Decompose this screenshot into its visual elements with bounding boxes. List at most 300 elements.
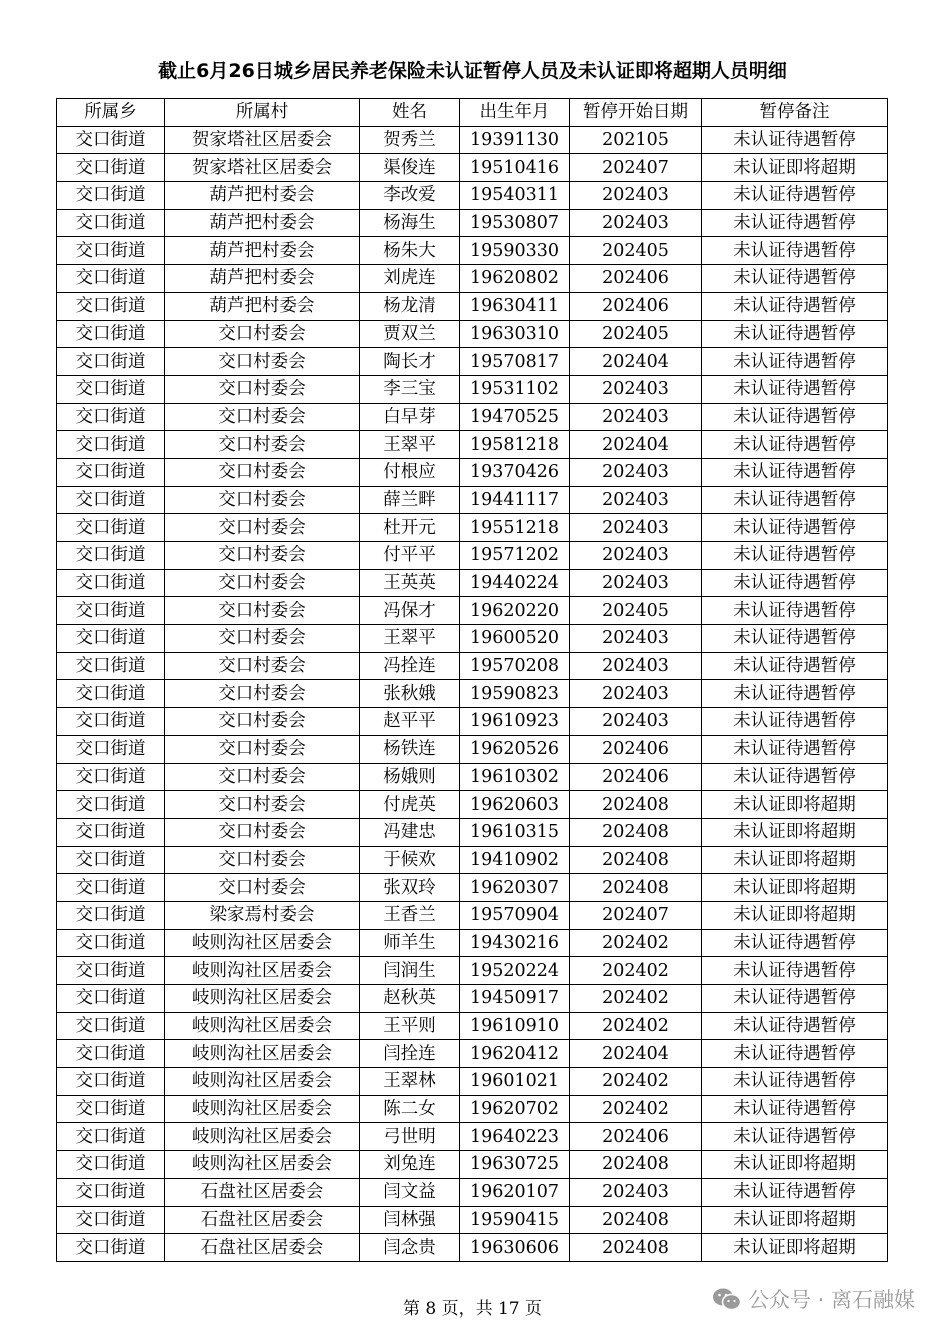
- cell-suspend-start: 202402: [570, 929, 702, 957]
- cell-birth-date: 19530807: [460, 209, 570, 237]
- cell-name: 杨娥则: [360, 763, 460, 791]
- cell-suspend-note: 未认证即将超期: [702, 1206, 888, 1234]
- cell-birth-date: 19601021: [460, 1068, 570, 1096]
- cell-birth-date: 19551218: [460, 514, 570, 542]
- cell-suspend-note: 未认证待遇暂停: [702, 182, 888, 210]
- cell-birth-date: 19590823: [460, 680, 570, 708]
- cell-suspend-note: 未认证待遇暂停: [702, 680, 888, 708]
- cell-birth-date: 19610302: [460, 763, 570, 791]
- cell-village: 交口村委会: [165, 320, 360, 348]
- cell-birth-date: 19520224: [460, 957, 570, 985]
- cell-township: 交口街道: [57, 818, 165, 846]
- cell-suspend-note: 未认证待遇暂停: [702, 1012, 888, 1040]
- table-row: [57, 1123, 888, 1151]
- cell-name: 贾双兰: [360, 320, 460, 348]
- cell-birth-date: 19620526: [460, 735, 570, 763]
- cell-township: 交口街道: [57, 680, 165, 708]
- table-row: [57, 403, 888, 431]
- cell-birth-date: 19620702: [460, 1095, 570, 1123]
- cell-township: 交口街道: [57, 514, 165, 542]
- cell-village: 交口村委会: [165, 652, 360, 680]
- cell-suspend-start: 202403: [570, 486, 702, 514]
- cell-township: 交口街道: [57, 735, 165, 763]
- cell-birth-date: 19630310: [460, 320, 570, 348]
- cell-name: 王平则: [360, 1012, 460, 1040]
- cell-village: 交口村委会: [165, 597, 360, 625]
- cell-birth-date: 19570208: [460, 652, 570, 680]
- cell-birth-date: 19531102: [460, 375, 570, 403]
- cell-suspend-note: 未认证待遇暂停: [702, 929, 888, 957]
- cell-suspend-note: 未认证待遇暂停: [702, 1040, 888, 1068]
- cell-township: 交口街道: [57, 320, 165, 348]
- cell-birth-date: 19430216: [460, 929, 570, 957]
- cell-suspend-note: 未认证待遇暂停: [702, 763, 888, 791]
- cell-suspend-start: 202403: [570, 458, 702, 486]
- cell-township: 交口街道: [57, 791, 165, 819]
- watermark-text: 公众号 · 离石融媒: [747, 1288, 915, 1312]
- cell-village: 交口村委会: [165, 708, 360, 736]
- table-row: [57, 791, 888, 819]
- table-row: [57, 1151, 888, 1179]
- table-row: [57, 680, 888, 708]
- table-row: [57, 182, 888, 210]
- cell-birth-date: 19620307: [460, 874, 570, 902]
- cell-name: 闫文益: [360, 1178, 460, 1206]
- cell-village: 葫芦把村委会: [165, 209, 360, 237]
- cell-village: 葫芦把村委会: [165, 265, 360, 293]
- cell-township: 交口街道: [57, 1178, 165, 1206]
- page-footer: 第 8 页，共 17 页: [402, 1299, 543, 1319]
- cell-village: 交口村委会: [165, 542, 360, 570]
- cell-township: 交口街道: [57, 1206, 165, 1234]
- cell-suspend-start: 202406: [570, 265, 702, 293]
- cell-birth-date: 19581218: [460, 431, 570, 459]
- cell-suspend-note: 未认证待遇暂停: [702, 209, 888, 237]
- table-row: [57, 1095, 888, 1123]
- cell-name: 王翠平: [360, 431, 460, 459]
- cell-name: 薛兰畔: [360, 486, 460, 514]
- cell-township: 交口街道: [57, 154, 165, 182]
- table-row: [57, 265, 888, 293]
- table-row: [57, 375, 888, 403]
- cell-suspend-note: 未认证即将超期: [702, 1151, 888, 1179]
- cell-name: 闫拴连: [360, 1040, 460, 1068]
- cell-suspend-note: 未认证即将超期: [702, 818, 888, 846]
- cell-village: 葫芦把村委会: [165, 182, 360, 210]
- header-name: 姓名: [360, 99, 460, 127]
- header-township: 所属乡: [57, 99, 165, 127]
- cell-name: 赵平平: [360, 708, 460, 736]
- cell-name: 陶长才: [360, 348, 460, 376]
- cell-name: 杨龙清: [360, 292, 460, 320]
- cell-suspend-start: 202408: [570, 1234, 702, 1262]
- cell-township: 交口街道: [57, 403, 165, 431]
- table-row: [57, 708, 888, 736]
- cell-township: 交口街道: [57, 1151, 165, 1179]
- cell-name: 白早芽: [360, 403, 460, 431]
- cell-suspend-start: 202408: [570, 818, 702, 846]
- table-row: [57, 597, 888, 625]
- cell-township: 交口街道: [57, 929, 165, 957]
- cell-birth-date: 19610315: [460, 818, 570, 846]
- table-row: [57, 237, 888, 265]
- cell-suspend-note: 未认证待遇暂停: [702, 708, 888, 736]
- table-row: [57, 154, 888, 182]
- cell-suspend-start: 202405: [570, 597, 702, 625]
- table-header-row: [57, 99, 888, 127]
- table-row: [57, 1068, 888, 1096]
- cell-township: 交口街道: [57, 1040, 165, 1068]
- header-suspend-start: 暂停开始日期: [570, 99, 702, 127]
- cell-suspend-note: 未认证待遇暂停: [702, 1095, 888, 1123]
- cell-suspend-note: 未认证待遇暂停: [702, 542, 888, 570]
- cell-suspend-note: 未认证待遇暂停: [702, 486, 888, 514]
- cell-township: 交口街道: [57, 901, 165, 929]
- cell-suspend-note: 未认证待遇暂停: [702, 625, 888, 653]
- cell-name: 付根应: [360, 458, 460, 486]
- cell-township: 交口街道: [57, 237, 165, 265]
- cell-suspend-start: 202403: [570, 708, 702, 736]
- table-row: [57, 431, 888, 459]
- cell-birth-date: 19620107: [460, 1178, 570, 1206]
- cell-suspend-start: 202403: [570, 680, 702, 708]
- document-title: 截止6月26日城乡居民养老保险未认证暂停人员及未认证即将超期人员明细: [158, 60, 787, 82]
- table-row: [57, 1178, 888, 1206]
- cell-suspend-note: 未认证待遇暂停: [702, 597, 888, 625]
- cell-suspend-start: 202408: [570, 846, 702, 874]
- cell-village: 交口村委会: [165, 874, 360, 902]
- cell-township: 交口街道: [57, 652, 165, 680]
- cell-township: 交口街道: [57, 209, 165, 237]
- cell-suspend-note: 未认证待遇暂停: [702, 292, 888, 320]
- cell-township: 交口街道: [57, 569, 165, 597]
- cell-suspend-start: 202403: [570, 182, 702, 210]
- table-row: [57, 1040, 888, 1068]
- table-row: [57, 1206, 888, 1234]
- cell-name: 杨铁连: [360, 735, 460, 763]
- cell-suspend-note: 未认证待遇暂停: [702, 265, 888, 293]
- cell-suspend-start: 202402: [570, 957, 702, 985]
- table-body: [57, 126, 888, 1261]
- cell-village: 岐则沟社区居委会: [165, 1151, 360, 1179]
- cell-name: 王翠林: [360, 1068, 460, 1096]
- cell-village: 葫芦把村委会: [165, 237, 360, 265]
- header-birth-date: 出生年月: [460, 99, 570, 127]
- cell-village: 岐则沟社区居委会: [165, 1123, 360, 1151]
- cell-name: 弓世明: [360, 1123, 460, 1151]
- cell-village: 岐则沟社区居委会: [165, 1095, 360, 1123]
- cell-township: 交口街道: [57, 874, 165, 902]
- cell-village: 梁家焉村委会: [165, 901, 360, 929]
- cell-suspend-note: 未认证待遇暂停: [702, 735, 888, 763]
- cell-suspend-start: 202403: [570, 625, 702, 653]
- cell-suspend-start: 202403: [570, 542, 702, 570]
- cell-suspend-start: 202403: [570, 375, 702, 403]
- cell-name: 刘兔连: [360, 1151, 460, 1179]
- cell-village: 交口村委会: [165, 431, 360, 459]
- cell-village: 交口村委会: [165, 680, 360, 708]
- cell-name: 张秋娥: [360, 680, 460, 708]
- cell-suspend-start: 202406: [570, 292, 702, 320]
- table-row: [57, 320, 888, 348]
- table-row: [57, 209, 888, 237]
- cell-name: 杨海生: [360, 209, 460, 237]
- cell-township: 交口街道: [57, 126, 165, 154]
- cell-birth-date: 19610923: [460, 708, 570, 736]
- cell-township: 交口街道: [57, 625, 165, 653]
- cell-name: 付虎英: [360, 791, 460, 819]
- cell-suspend-note: 未认证待遇暂停: [702, 652, 888, 680]
- cell-name: 师羊生: [360, 929, 460, 957]
- cell-township: 交口街道: [57, 348, 165, 376]
- cell-village: 岐则沟社区居委会: [165, 929, 360, 957]
- cell-township: 交口街道: [57, 1123, 165, 1151]
- cell-suspend-start: 202406: [570, 1123, 702, 1151]
- cell-township: 交口街道: [57, 182, 165, 210]
- cell-village: 石盘社区居委会: [165, 1178, 360, 1206]
- table-row: [57, 1012, 888, 1040]
- cell-birth-date: 19440224: [460, 569, 570, 597]
- cell-suspend-start: 202408: [570, 791, 702, 819]
- cell-township: 交口街道: [57, 265, 165, 293]
- cell-birth-date: 19570904: [460, 901, 570, 929]
- cell-suspend-note: 未认证待遇暂停: [702, 237, 888, 265]
- cell-birth-date: 19620220: [460, 597, 570, 625]
- cell-township: 交口街道: [57, 846, 165, 874]
- cell-birth-date: 19571202: [460, 542, 570, 570]
- cell-name: 陈二女: [360, 1095, 460, 1123]
- cell-suspend-note: 未认证即将超期: [702, 874, 888, 902]
- cell-village: 岐则沟社区居委会: [165, 957, 360, 985]
- cell-township: 交口街道: [57, 985, 165, 1013]
- cell-suspend-note: 未认证即将超期: [702, 791, 888, 819]
- cell-birth-date: 19410902: [460, 846, 570, 874]
- cell-suspend-start: 202403: [570, 1178, 702, 1206]
- cell-township: 交口街道: [57, 763, 165, 791]
- cell-suspend-note: 未认证待遇暂停: [702, 1178, 888, 1206]
- data-table: [56, 98, 888, 1262]
- cell-township: 交口街道: [57, 292, 165, 320]
- cell-name: 杜开元: [360, 514, 460, 542]
- cell-suspend-note: 未认证待遇暂停: [702, 985, 888, 1013]
- cell-suspend-start: 202407: [570, 154, 702, 182]
- cell-suspend-start: 202403: [570, 403, 702, 431]
- cell-name: 冯保才: [360, 597, 460, 625]
- table-row: [57, 486, 888, 514]
- cell-name: 闫念贵: [360, 1234, 460, 1262]
- watermark: [712, 1284, 915, 1314]
- cell-suspend-start: 202408: [570, 1206, 702, 1234]
- cell-village: 岐则沟社区居委会: [165, 1012, 360, 1040]
- cell-name: 付平平: [360, 542, 460, 570]
- cell-village: 石盘社区居委会: [165, 1206, 360, 1234]
- table-row: [57, 985, 888, 1013]
- cell-suspend-note: 未认证待遇暂停: [702, 1123, 888, 1151]
- cell-birth-date: 19620412: [460, 1040, 570, 1068]
- cell-birth-date: 19590415: [460, 1206, 570, 1234]
- cell-township: 交口街道: [57, 1068, 165, 1096]
- cell-birth-date: 19570817: [460, 348, 570, 376]
- cell-village: 交口村委会: [165, 348, 360, 376]
- cell-birth-date: 19600520: [460, 625, 570, 653]
- cell-suspend-note: 未认证即将超期: [702, 1234, 888, 1262]
- table-row: [57, 625, 888, 653]
- cell-suspend-note: 未认证待遇暂停: [702, 320, 888, 348]
- cell-suspend-note: 未认证即将超期: [702, 901, 888, 929]
- cell-suspend-start: 202406: [570, 735, 702, 763]
- cell-suspend-start: 202404: [570, 431, 702, 459]
- header-suspend-note: 暂停备注: [702, 99, 888, 127]
- cell-birth-date: 19470525: [460, 403, 570, 431]
- cell-name: 张双玲: [360, 874, 460, 902]
- table-row: [57, 348, 888, 376]
- cell-name: 赵秋英: [360, 985, 460, 1013]
- cell-suspend-note: 未认证待遇暂停: [702, 431, 888, 459]
- cell-name: 冯拴连: [360, 652, 460, 680]
- cell-suspend-start: 202402: [570, 1012, 702, 1040]
- cell-birth-date: 19441117: [460, 486, 570, 514]
- cell-township: 交口街道: [57, 431, 165, 459]
- cell-suspend-start: 202402: [570, 985, 702, 1013]
- cell-village: 交口村委会: [165, 818, 360, 846]
- cell-suspend-start: 202404: [570, 348, 702, 376]
- cell-suspend-start: 202408: [570, 874, 702, 902]
- cell-birth-date: 19610910: [460, 1012, 570, 1040]
- cell-suspend-start: 202403: [570, 652, 702, 680]
- table-row: [57, 542, 888, 570]
- cell-name: 渠俊连: [360, 154, 460, 182]
- cell-village: 交口村委会: [165, 625, 360, 653]
- table-row: [57, 735, 888, 763]
- cell-birth-date: 19630725: [460, 1151, 570, 1179]
- table-row: [57, 818, 888, 846]
- cell-birth-date: 19640223: [460, 1123, 570, 1151]
- cell-name: 闫林强: [360, 1206, 460, 1234]
- table-row: [57, 652, 888, 680]
- cell-name: 王英英: [360, 569, 460, 597]
- cell-suspend-note: 未认证待遇暂停: [702, 514, 888, 542]
- cell-suspend-note: 未认证待遇暂停: [702, 126, 888, 154]
- cell-township: 交口街道: [57, 542, 165, 570]
- cell-village: 交口村委会: [165, 846, 360, 874]
- cell-village: 交口村委会: [165, 375, 360, 403]
- cell-suspend-start: 202405: [570, 320, 702, 348]
- table-row: [57, 901, 888, 929]
- cell-birth-date: 19630411: [460, 292, 570, 320]
- cell-suspend-note: 未认证待遇暂停: [702, 375, 888, 403]
- cell-village: 岐则沟社区居委会: [165, 1068, 360, 1096]
- cell-village: 交口村委会: [165, 791, 360, 819]
- table-row: [57, 763, 888, 791]
- cell-birth-date: 19540311: [460, 182, 570, 210]
- cell-name: 于候欢: [360, 846, 460, 874]
- cell-suspend-note: 未认证即将超期: [702, 154, 888, 182]
- cell-suspend-note: 未认证待遇暂停: [702, 957, 888, 985]
- cell-township: 交口街道: [57, 1234, 165, 1262]
- cell-village: 岐则沟社区居委会: [165, 1040, 360, 1068]
- cell-suspend-note: 未认证待遇暂停: [702, 1068, 888, 1096]
- cell-birth-date: 19450917: [460, 985, 570, 1013]
- table-row: [57, 569, 888, 597]
- cell-suspend-start: 202406: [570, 763, 702, 791]
- table-row: [57, 1234, 888, 1262]
- cell-township: 交口街道: [57, 708, 165, 736]
- cell-suspend-start: 202402: [570, 1068, 702, 1096]
- cell-township: 交口街道: [57, 486, 165, 514]
- cell-village: 岐则沟社区居委会: [165, 985, 360, 1013]
- cell-township: 交口街道: [57, 597, 165, 625]
- cell-birth-date: 19620603: [460, 791, 570, 819]
- cell-name: 冯建忠: [360, 818, 460, 846]
- cell-village: 交口村委会: [165, 569, 360, 597]
- cell-birth-date: 19370426: [460, 458, 570, 486]
- cell-suspend-note: 未认证即将超期: [702, 846, 888, 874]
- cell-village: 交口村委会: [165, 763, 360, 791]
- cell-suspend-start: 202402: [570, 1095, 702, 1123]
- cell-birth-date: 19620802: [460, 265, 570, 293]
- table-row: [57, 458, 888, 486]
- cell-birth-date: 19630606: [460, 1234, 570, 1262]
- cell-name: 王翠平: [360, 625, 460, 653]
- cell-village: 交口村委会: [165, 486, 360, 514]
- cell-name: 李改爱: [360, 182, 460, 210]
- table-row: [57, 126, 888, 154]
- cell-village: 交口村委会: [165, 514, 360, 542]
- cell-suspend-start: 202105: [570, 126, 702, 154]
- cell-name: 贺秀兰: [360, 126, 460, 154]
- cell-village: 交口村委会: [165, 458, 360, 486]
- cell-birth-date: 19590330: [460, 237, 570, 265]
- cell-name: 王香兰: [360, 901, 460, 929]
- wechat-icon: [712, 1287, 742, 1311]
- cell-suspend-note: 未认证待遇暂停: [702, 458, 888, 486]
- table-row: [57, 514, 888, 542]
- cell-name: 杨朱大: [360, 237, 460, 265]
- cell-suspend-start: 202404: [570, 1040, 702, 1068]
- table-row: [57, 292, 888, 320]
- cell-township: 交口街道: [57, 375, 165, 403]
- cell-birth-date: 19510416: [460, 154, 570, 182]
- cell-village: 贺家塔社区居委会: [165, 126, 360, 154]
- cell-township: 交口街道: [57, 458, 165, 486]
- cell-village: 葫芦把村委会: [165, 292, 360, 320]
- cell-suspend-start: 202403: [570, 569, 702, 597]
- table-row: [57, 874, 888, 902]
- table-row: [57, 957, 888, 985]
- cell-village: 交口村委会: [165, 403, 360, 431]
- cell-township: 交口街道: [57, 957, 165, 985]
- cell-village: 贺家塔社区居委会: [165, 154, 360, 182]
- header-village: 所属村: [165, 99, 360, 127]
- table-row: [57, 846, 888, 874]
- cell-suspend-start: 202405: [570, 237, 702, 265]
- cell-suspend-note: 未认证待遇暂停: [702, 403, 888, 431]
- cell-name: 李三宝: [360, 375, 460, 403]
- cell-suspend-start: 202403: [570, 209, 702, 237]
- cell-suspend-start: 202408: [570, 1151, 702, 1179]
- cell-village: 石盘社区居委会: [165, 1234, 360, 1262]
- cell-township: 交口街道: [57, 1012, 165, 1040]
- cell-suspend-start: 202407: [570, 901, 702, 929]
- cell-name: 闫润生: [360, 957, 460, 985]
- cell-village: 交口村委会: [165, 735, 360, 763]
- cell-name: 刘虎连: [360, 265, 460, 293]
- cell-township: 交口街道: [57, 1095, 165, 1123]
- table-row: [57, 929, 888, 957]
- cell-suspend-start: 202403: [570, 514, 702, 542]
- cell-birth-date: 19391130: [460, 126, 570, 154]
- cell-suspend-note: 未认证待遇暂停: [702, 348, 888, 376]
